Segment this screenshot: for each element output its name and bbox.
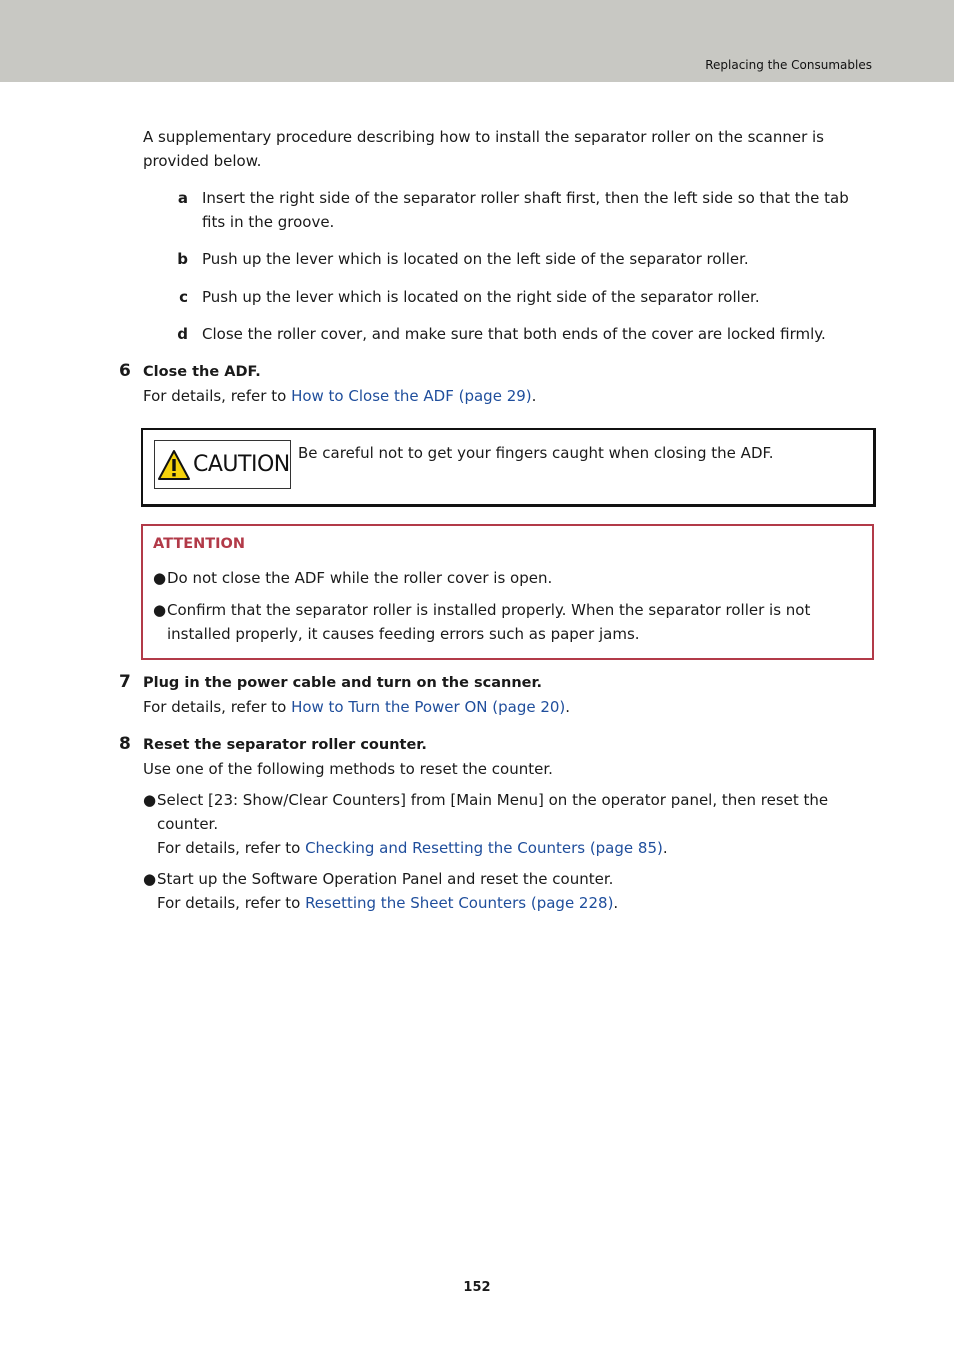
substep-letter: b [177, 250, 188, 268]
attention-box [141, 524, 874, 660]
detail-prefix: For details, refer to [157, 839, 306, 857]
bullet-main-text: Start up the Software Operation Panel and reset the counter. [157, 870, 614, 888]
step-title: Plug in the power cable and turn on the scanner. [143, 675, 543, 691]
warning-triangle-icon [157, 449, 191, 481]
bullet-icon: ● [153, 569, 167, 587]
substep-letter: c [179, 288, 188, 306]
detail-prefix: For details, refer to [157, 894, 306, 912]
intro-paragraph: A supplementary procedure describing how to install the separator roller on the scanner is provided below. [143, 128, 824, 170]
page-number: 152 [463, 1280, 491, 1295]
list-item [143, 867, 843, 915]
page-header [0, 0, 954, 82]
caution-box [141, 428, 876, 507]
step-title: Reset the separator roller counter. [143, 737, 427, 753]
detail-prefix: For details, refer to [143, 698, 292, 716]
step-intro: Use one of the following methods to reset the counter. [143, 760, 553, 778]
substep-letter: d [177, 325, 188, 343]
step-detail [143, 695, 570, 719]
list-item [153, 566, 853, 590]
list-item [153, 598, 853, 646]
bullet-icon: ● [143, 870, 157, 888]
bullet-detail [157, 891, 843, 915]
link-power-on[interactable]: How to Turn the Power ON (page 20) [291, 698, 566, 716]
link-close-adf[interactable]: How to Close the ADF (page 29) [291, 387, 532, 405]
step-detail [143, 384, 536, 408]
list-item [143, 788, 843, 860]
detail-suffix: . [565, 698, 571, 716]
detail-suffix: . [531, 387, 537, 405]
detail-prefix: For details, refer to [143, 387, 292, 405]
bullet-text [143, 788, 843, 860]
attention-title: ATTENTION [153, 536, 245, 552]
detail-suffix: . [662, 839, 668, 857]
substep-text: Insert the right side of the separator roller shaft first, then the left side so that the tab fits in the groove. [202, 189, 849, 231]
link-checking-counters[interactable]: Checking and Resetting the Counters (page 85) [305, 839, 663, 857]
caution-label: CAUTION [193, 452, 290, 477]
bullet-detail [157, 836, 843, 860]
step-title: Close the ADF. [143, 364, 261, 380]
bullet-text [143, 867, 843, 915]
substep-text: Push up the lever which is located on the left side of the separator roller. [202, 250, 749, 268]
bullet-icon: ● [143, 791, 157, 809]
link-sheet-counters[interactable]: Resetting the Sheet Counters (page 228) [305, 894, 614, 912]
section-title: Replacing the Consumables [705, 58, 872, 72]
bullet-icon: ● [153, 601, 167, 619]
caution-text: Be careful not to get your fingers caught when closing the ADF. [298, 444, 774, 462]
caution-badge [154, 440, 291, 489]
bullet-text: Confirm that the separator roller is installed properly. When the separator roller is not installed properly, it causes feeding errors such as paper jams. [167, 601, 811, 643]
bullet-main-text: Select [23: Show/Clear Counters] from [Main Menu] on the operator panel, then reset the counter. [157, 791, 829, 833]
substep-text: Close the roller cover, and make sure that both ends of the cover are locked firmly. [202, 325, 826, 343]
detail-suffix: . [613, 894, 619, 912]
step-number: 6 [119, 361, 131, 381]
bullet-text: Do not close the ADF while the roller cover is open. [167, 569, 553, 587]
step-number: 8 [119, 734, 131, 754]
substep-text: Push up the lever which is located on the right side of the separator roller. [202, 288, 760, 306]
step-number: 7 [119, 672, 131, 692]
substep-letter: a [177, 189, 188, 207]
